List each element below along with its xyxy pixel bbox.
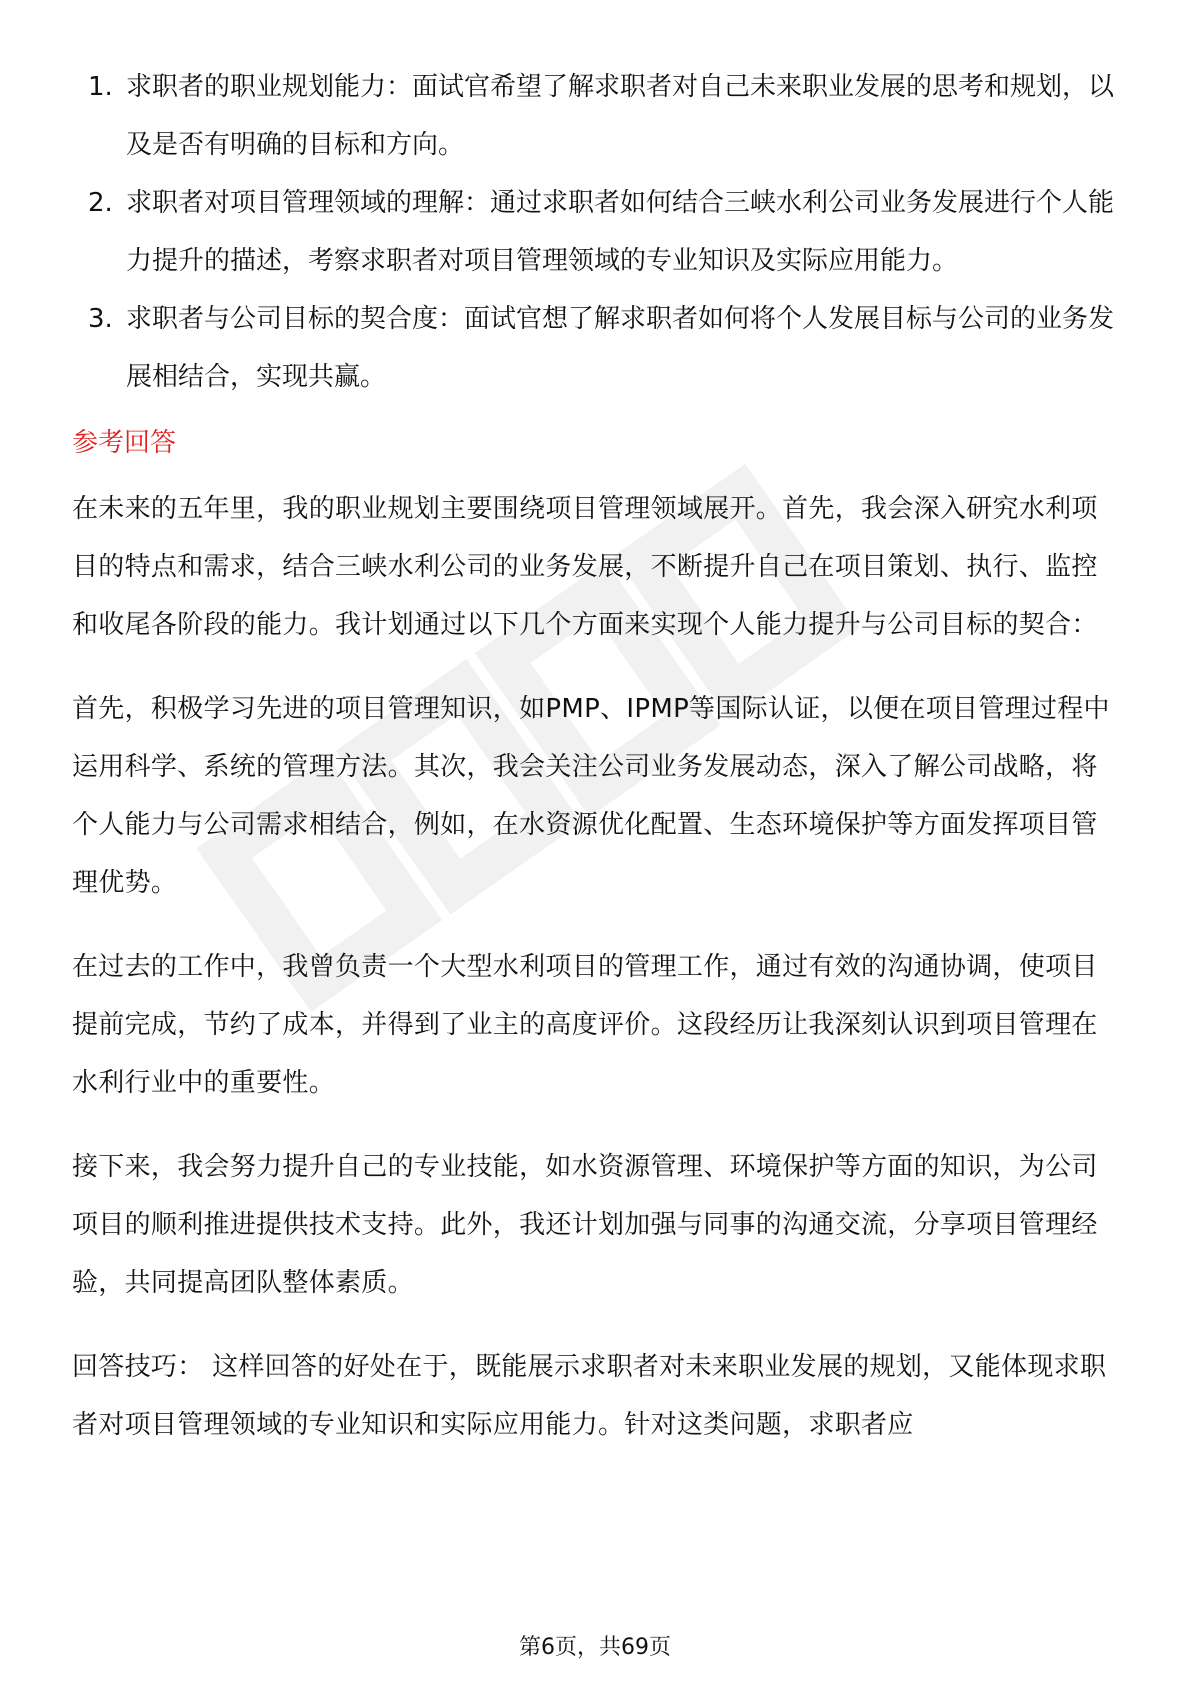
list-number: 1. bbox=[88, 72, 113, 102]
answer-paragraph: 在过去的工作中，我曾负责一个大型水利项目的管理工作，通过有效的沟通协调，使项目提前完成，节约了成本，并得到了业主的高度评价。这段经历让我深刻认识到项目管理在水利行业中的重要性。 bbox=[72, 952, 1098, 1098]
answer-paragraph: 接下来，我会努力提升自己的专业技能，如水资源管理、环境保护等方面的知识，为公司项目的顺利推进提供技术支持。此外，我还计划加强与同事的沟通交流，分享项目管理经验，共同提高团队整体素质。 bbox=[72, 1152, 1098, 1298]
section-title: 参考回答 bbox=[72, 428, 177, 458]
list-number: 2. bbox=[88, 188, 113, 218]
answer-paragraph: 首先，积极学习先进的项目管理知识，如PMP、IPMP等国际认证，以便在项目管理过程中运用科学、系统的管理方法。其次，我会关注公司业务发展动态，深入了解公司战略，将个人能力与公司需求相结合，例如，在水资源优化配置、生态环境保护等方面发挥项目管理优势。 bbox=[72, 694, 1110, 898]
list-item bbox=[72, 174, 1118, 290]
tips-paragraph: 回答技巧： 这样回答的好处在于，既能展示求职者对未来职业发展的规划，又能体现求职者对项目管理领域的专业知识和实际应用能力。针对这类问题，求职者应 bbox=[72, 1352, 1107, 1440]
page-footer: 第6页，共69页 bbox=[519, 1635, 671, 1660]
page-content bbox=[72, 58, 1118, 1480]
list-item-text: 求职者对项目管理领域的理解：通过求职者如何结合三峡水利公司业务发展进行个人能力提升的描述，考察求职者对项目管理领域的专业知识及实际应用能力。 bbox=[126, 188, 1115, 276]
answer-paragraph: 在未来的五年里，我的职业规划主要围绕项目管理领域展开。首先，我会深入研究水利项目的特点和需求，结合三峡水利公司的业务发展，不断提升自己在项目策划、执行、监控和收尾各阶段的能力。我计划通过以下几个方面来实现个人能力提升与公司目标的契合： bbox=[72, 494, 1098, 640]
list-item bbox=[72, 290, 1118, 406]
list-item bbox=[72, 58, 1118, 174]
list-number: 3. bbox=[88, 304, 113, 334]
question-points-list bbox=[72, 58, 1118, 406]
list-item-text: 求职者与公司目标的契合度：面试官想了解求职者如何将个人发展目标与公司的业务发展相结合，实现共赢。 bbox=[126, 304, 1115, 392]
list-item-text: 求职者的职业规划能力：面试官希望了解求职者对自己未来职业发展的思考和规划，以及是否有明确的目标和方向。 bbox=[126, 72, 1115, 160]
